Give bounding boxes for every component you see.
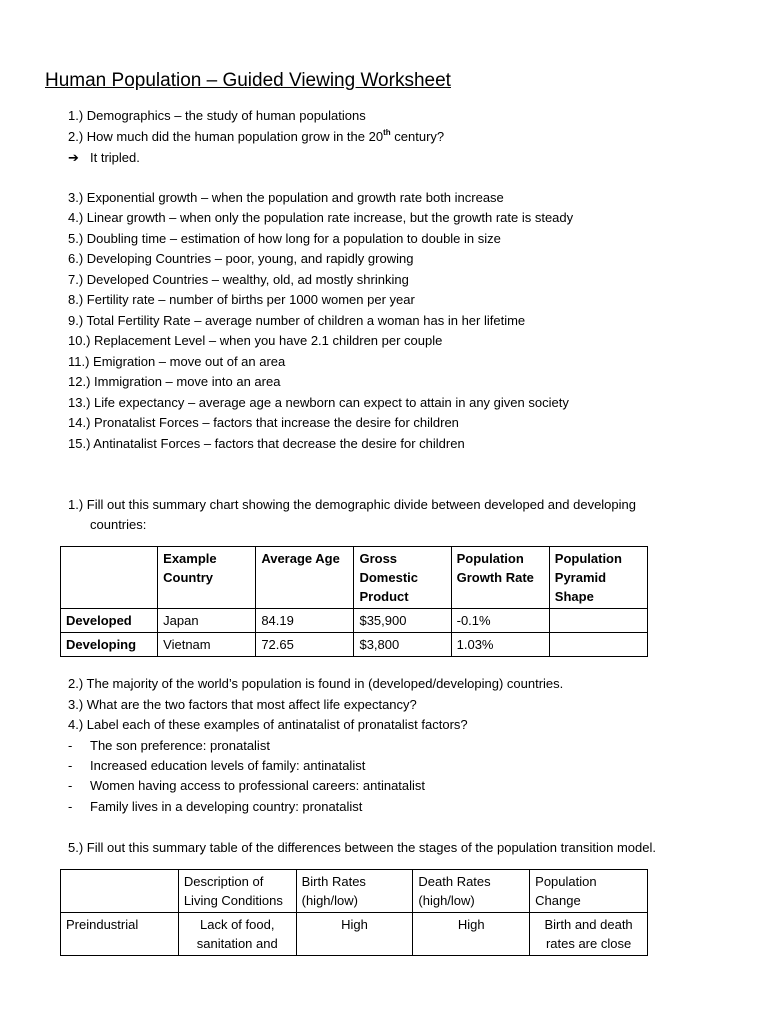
question-1-cont: countries: [90,517,147,532]
question-4: 4.) Label each of these examples of antinatalist of pronatalist factors? [68,717,468,732]
table-cell: Lack of food, sanitation and [178,913,296,956]
transition-model-table [60,869,648,956]
question-1: 1.) Fill out this summary chart showing the demographic divide between developed and developing [68,497,636,512]
vocab-item: 12.) Immigration – move into an area [68,374,281,389]
table-row [61,609,648,633]
table-cell: Japan [158,609,256,633]
question-2: 2.) The majority of the world’s population is found in (developed/developing) countries. [68,676,564,691]
page-title: Human Population – Guided Viewing Worksheet [45,70,451,91]
row-label: Preindustrial [61,913,179,956]
table-cell: $35,900 [354,609,451,633]
table-cell: Vietnam [158,633,256,657]
table-cell: High [296,913,413,956]
dash-marker: - [68,778,73,793]
table-header-cell: Death Rates (high/low) [413,870,530,913]
answer-text: It tripled. [90,150,140,165]
bullet-text: Family lives in a developing country: pronatalist [90,799,363,814]
table-header-cell: Description of Living Conditions [178,870,296,913]
question-text: 2.) How much did the human population grow in the 20 [68,129,384,144]
question-text: century? [390,129,445,144]
bullet-text: Increased education levels of family: antinatalist [90,758,366,773]
table-row [61,633,648,657]
table-header-cell: Population Change [530,870,648,913]
table-cell: $3,800 [354,633,451,657]
table-header-cell: Birth Rates (high/low) [296,870,413,913]
table-cell: High [413,913,530,956]
demographic-divide-table [60,546,648,657]
table-header-cell [61,547,158,609]
vocab-item: 7.) Developed Countries – wealthy, old, ad mostly shrinking [68,272,409,287]
bullet-item [68,758,365,774]
table-row [61,913,648,956]
table-cell [549,633,647,657]
vocab-item [68,129,444,145]
dash-marker: - [68,758,73,773]
bullet-text: The son preference: pronatalist [90,738,270,753]
table-cell [549,609,647,633]
vocab-item: 5.) Doubling time – estimation of how long for a population to double in size [68,231,501,246]
table-header-cell: Example Country [158,547,256,609]
vocab-item: 8.) Fertility rate – number of births per 1000 women per year [68,292,415,307]
table-cell: Birth and death rates are close [530,913,648,956]
question-3: 3.) What are the two factors that most affect life expectancy? [68,697,417,712]
vocab-item: 4.) Linear growth – when only the population rate increase, but the growth rate is steady [68,210,574,225]
table-cell: -0.1% [451,609,549,633]
vocab-item: 3.) Exponential growth – when the population and growth rate both increase [68,190,504,205]
vocab-item: 9.) Total Fertility Rate – average number of children a woman has in her lifetime [68,313,526,328]
arrow-right-icon: ➔ [68,150,79,165]
vocab-item: 11.) Emigration – move out of an area [68,354,286,369]
bullet-item [68,738,270,754]
vocab-item: 14.) Pronatalist Forces – factors that increase the desire for children [68,415,459,430]
table-header-cell: Population Pyramid Shape [549,547,647,609]
vocab-item: 1.) Demographics – the study of human populations [68,108,366,123]
table-header-row [61,547,648,609]
answer-line [68,150,140,166]
table-header-cell: Population Growth Rate [451,547,549,609]
table-header-row [61,870,648,913]
row-label: Developed [61,609,158,633]
table-header-cell: Average Age [256,547,354,609]
dash-marker: - [68,738,73,753]
table-cell: 72.65 [256,633,354,657]
row-label: Developing [61,633,158,657]
dash-marker: - [68,799,73,814]
vocab-item: 10.) Replacement Level – when you have 2.1 children per couple [68,333,443,348]
bullet-text: Women having access to professional careers: antinatalist [90,778,426,793]
vocab-item: 6.) Developing Countries – poor, young, and rapidly growing [68,251,414,266]
table-header-cell [61,870,179,913]
table-header-cell: Gross Domestic Product [354,547,451,609]
vocab-item: 13.) Life expectancy – average age a newborn can expect to attain in any given society [68,395,569,410]
question-5: 5.) Fill out this summary table of the differences between the stages of the population transition model. [68,840,656,855]
superscript: th [383,128,391,137]
bullet-item [68,778,425,794]
table-cell: 84.19 [256,609,354,633]
bullet-item [68,799,362,815]
table-cell: 1.03% [451,633,549,657]
vocab-item: 15.) Antinatalist Forces – factors that decrease the desire for children [68,436,465,451]
